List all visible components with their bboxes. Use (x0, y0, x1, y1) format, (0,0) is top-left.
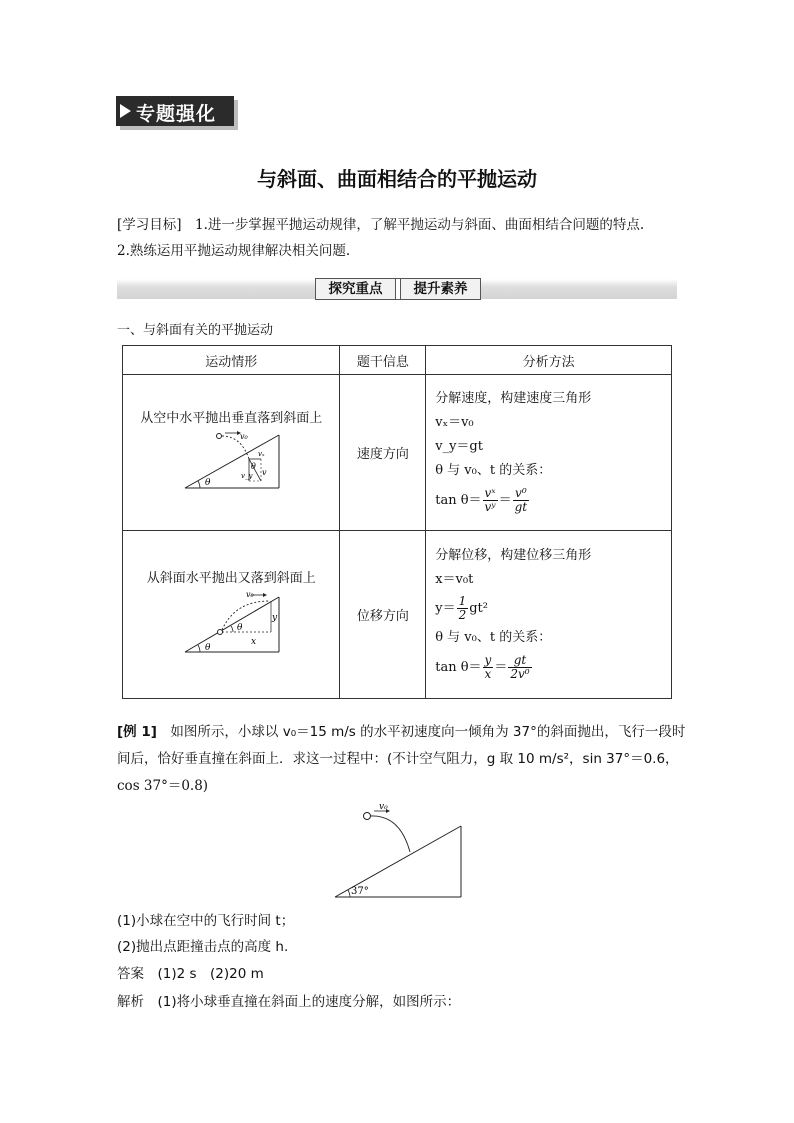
figure-label-theta: θ (251, 462, 256, 471)
info-cell: 位移方向 (340, 531, 426, 699)
fraction-denominator: vʸ (484, 499, 496, 514)
method-cell (426, 375, 672, 531)
formula-rhs: gt² (469, 600, 488, 616)
projectile-table (122, 345, 672, 699)
method-formula (435, 650, 671, 686)
fraction-numerator: v⁰ (513, 487, 530, 501)
scenario-cell (123, 531, 340, 699)
badge-background (116, 96, 234, 126)
table-header: 分析方法 (426, 346, 672, 375)
fraction-numerator: y (484, 652, 492, 667)
scenario-label: 从空中水平抛出垂直落到斜面上 (140, 411, 323, 426)
formula-lhs: tan θ＝ (435, 492, 482, 508)
figure-label-v0: v₀ (240, 432, 248, 441)
method-line: x＝v₀t (435, 571, 474, 587)
fraction-denominator: x (484, 666, 492, 681)
table-header-row (123, 346, 672, 375)
fraction-numerator: 1 (458, 593, 467, 608)
method-cell (426, 531, 672, 699)
fraction (457, 595, 469, 622)
example-text: 如图所示，小球以 v₀＝15 m/s 的水平初速度向一倾角为 37°的斜面抛出，飞行一段时 (156, 724, 686, 740)
banner-right-label: 提升素养 (413, 281, 468, 297)
badge-label: 专题强化 (136, 103, 217, 125)
answer-line: 答案 (1)2 s (2)20 m (117, 966, 264, 982)
banner-left-label: 探究重点 (328, 281, 383, 297)
figure-label-theta: θ (205, 478, 211, 488)
fraction (513, 487, 530, 514)
fraction-denominator: gt (514, 499, 528, 514)
question-1: (1)小球在空中的飞行时间 t； (117, 913, 295, 929)
figure-label-vx: vₓ (258, 450, 265, 458)
example-tag: [例 1] (117, 724, 157, 740)
velocity-decomposition-figure (123, 375, 341, 531)
formula-lhs: tan θ＝ (435, 659, 482, 675)
figure-label-vy: v_y (241, 472, 253, 480)
figure-label-v: v (262, 468, 267, 477)
example-line-3: cos 37°＝0.8) (117, 778, 209, 794)
section-heading: 一、与斜面有关的平抛运动 (117, 323, 274, 338)
objectives-line-2: 2.熟练运用平抛运动规律解决相关问题. (117, 243, 351, 259)
figure-label-angle: 37° (351, 886, 369, 897)
banner-box (315, 278, 481, 300)
section-badge (116, 96, 238, 130)
figure-label-x: x (251, 637, 257, 647)
table-header: 题干信息 (340, 346, 426, 375)
formula-equals: ＝ (498, 492, 512, 508)
method-line: θ 与 v₀、t 的关系： (435, 462, 552, 478)
figure-label-v0: v₀ (246, 590, 254, 599)
method-line: 分解速度，构建速度三角形 (435, 390, 592, 406)
table-header: 运动情形 (123, 346, 340, 375)
method-line: v_y＝gt (435, 438, 483, 454)
example-line-2: 间后，恰好垂直撞在斜面上．求这一过程中：(不计空气阻力，g 取 10 m/s²，sin 37°＝0.6， (117, 751, 679, 767)
analysis-line: 解析 (1)将小球垂直撞在斜面上的速度分解，如图所示： (117, 994, 461, 1010)
scenario-cell (123, 375, 340, 531)
fraction (483, 487, 498, 514)
section-banner (117, 279, 677, 299)
figure-label-theta: θ (205, 643, 211, 653)
objectives-line-1: [学习目标] 1.进一步掌握平抛运动规律，了解平抛运动与斜面、曲面相结合问题的特点. (117, 217, 645, 233)
method-line: θ 与 v₀、t 的关系： (435, 629, 552, 645)
table-row (123, 531, 672, 699)
method-line: vₓ＝v₀ (435, 414, 474, 430)
method-line: 分解位移，构建位移三角形 (435, 547, 592, 563)
example-line-1 (117, 719, 685, 745)
figure-label-y: y (272, 613, 278, 623)
fraction-denominator: 2v⁰ (510, 666, 530, 681)
table-row (123, 375, 672, 531)
fraction-numerator: gt (508, 654, 531, 668)
formula-equals: ＝ (494, 659, 508, 675)
question-2: (2)抛出点距撞击点的高度 h. (117, 939, 289, 955)
page-title: 与斜面、曲面相结合的平抛运动 (257, 167, 537, 191)
method-formula (435, 483, 671, 519)
info-cell: 速度方向 (340, 375, 426, 531)
method-formula (435, 592, 671, 626)
figure-label-theta: θ (237, 623, 243, 633)
fraction (508, 654, 531, 681)
fraction-numerator: vˣ (484, 485, 496, 500)
figure-label-v0: v₀ (379, 802, 388, 812)
fraction (483, 654, 494, 681)
example-incline-figure (330, 800, 470, 902)
scenario-label: 从斜面水平抛出又落到斜面上 (146, 571, 316, 586)
formula-lhs: y＝ (435, 600, 456, 616)
fraction-denominator: 2 (458, 607, 467, 622)
triangle-right-icon (120, 104, 131, 118)
displacement-decomposition-figure (123, 531, 341, 699)
